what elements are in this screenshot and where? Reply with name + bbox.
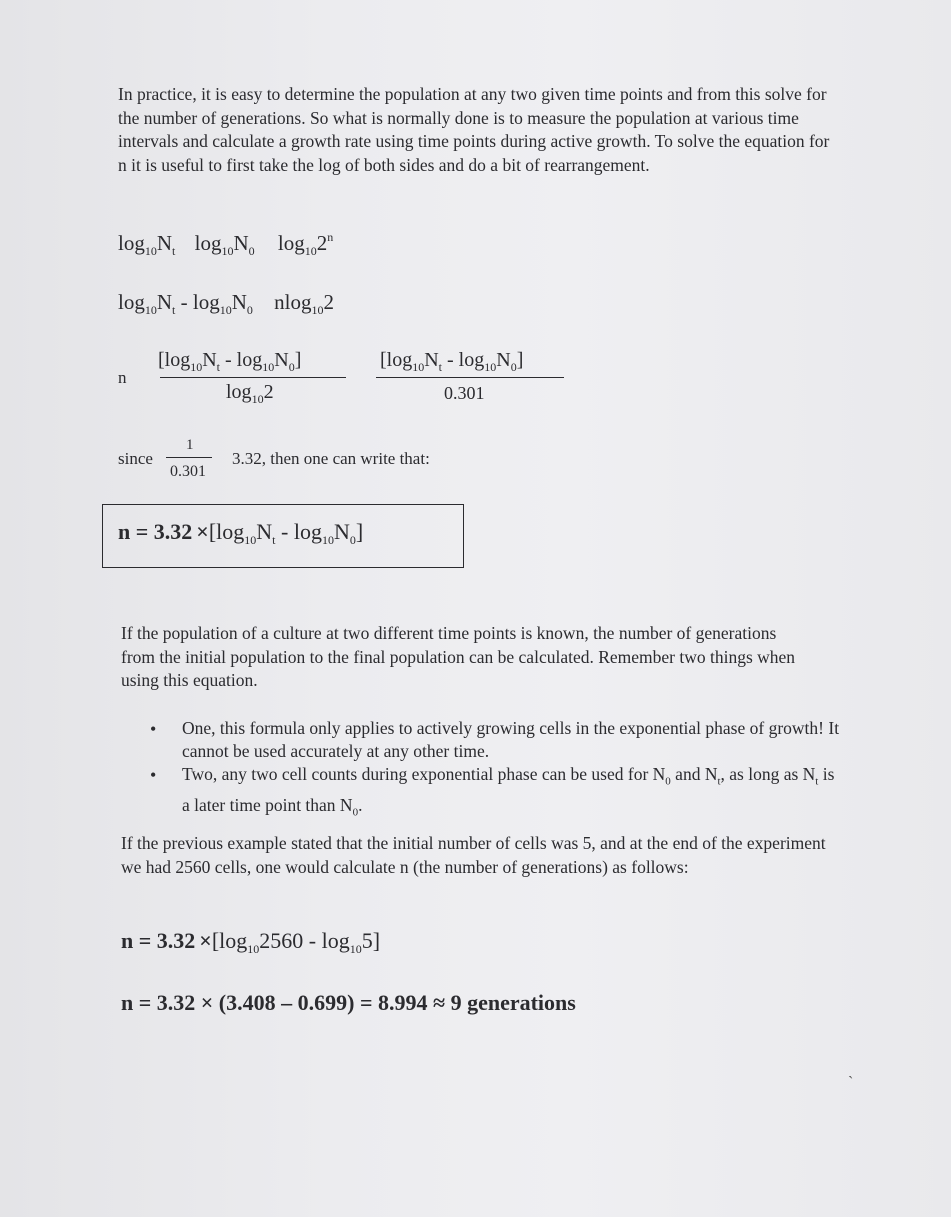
equation-fraction-2-numerator: $[\log_{10}N_t - \log_{10}N_0]$	[380, 349, 524, 374]
equation-rearranged: $\log_{10}N_t - \log_{10}N_0$ nlog$_{10}$2	[118, 290, 334, 317]
generation-formula: $n = 3.32 \times[\log_{10}N_t - \log_{10}N_0]$	[118, 519, 364, 547]
equation-fraction-1-denominator: $\log_{10}2$	[226, 381, 274, 406]
bullet-item-2: Two, any two cell counts during exponential phase can be used for $N_0$ and $N_t$, as long as $N_t$ is a later time point than $N_0$.	[182, 764, 835, 818]
equation-n-label: n	[118, 368, 127, 387]
since-fraction-bar	[166, 457, 212, 458]
calculation-step-1: $n = 3.32 \times[\log_{10}2560 - \log_{10}5]$	[121, 928, 381, 956]
bullet-item-1: One, this formula only applies to actively growing cells in the exponential phase of growth! It cannot be used accurately at any other time.	[182, 718, 840, 761]
equation-fraction-2-denominator: 0.301	[444, 383, 485, 403]
intro-paragraph: In practice, it is easy to determine the population at any two given time points and from this solve for the number of generations. So what is normally done is to measure the population at various time intervals and calculate a growth rate using time points during active growth. To solve the equation for n it is useful to first take the log of both sides and do a bit of rearrangement.	[118, 84, 830, 175]
equation-log-both-sides: $\log_{10}N_t$ $\log_{10}N_0$ $\log_{10}2^n$	[118, 230, 334, 258]
equation-fraction-1-numerator: $[\log_{10}N_t - \log_{10}N_0]$	[158, 349, 302, 374]
bullet-dot-2: •	[150, 765, 157, 785]
stray-mark: ˎ	[848, 1062, 854, 1079]
bullet-dot-1: •	[150, 719, 157, 739]
since-numerator: 1	[186, 437, 194, 453]
third-paragraph: If the previous example stated that the initial number of cells was 5, and at the end of the experiment we had 2560 cells, one would calculate n (the number of generations) as follows:	[121, 833, 826, 877]
since-denominator: 0.301	[170, 463, 206, 480]
since-label: since	[118, 449, 153, 468]
calculation-step-2: n = 3.32 × (3.408 – 0.699) = 8.994 ≈ 9 generations	[121, 990, 576, 1015]
since-tail: 3.32, then one can write that:	[232, 449, 430, 468]
second-paragraph: If the population of a culture at two different time points is known, the number of generations from the initial population to the final population can be calculated. Remember two things when using this equation.	[121, 623, 796, 690]
fraction-bar-2	[376, 377, 564, 378]
fraction-bar-1	[160, 377, 346, 378]
